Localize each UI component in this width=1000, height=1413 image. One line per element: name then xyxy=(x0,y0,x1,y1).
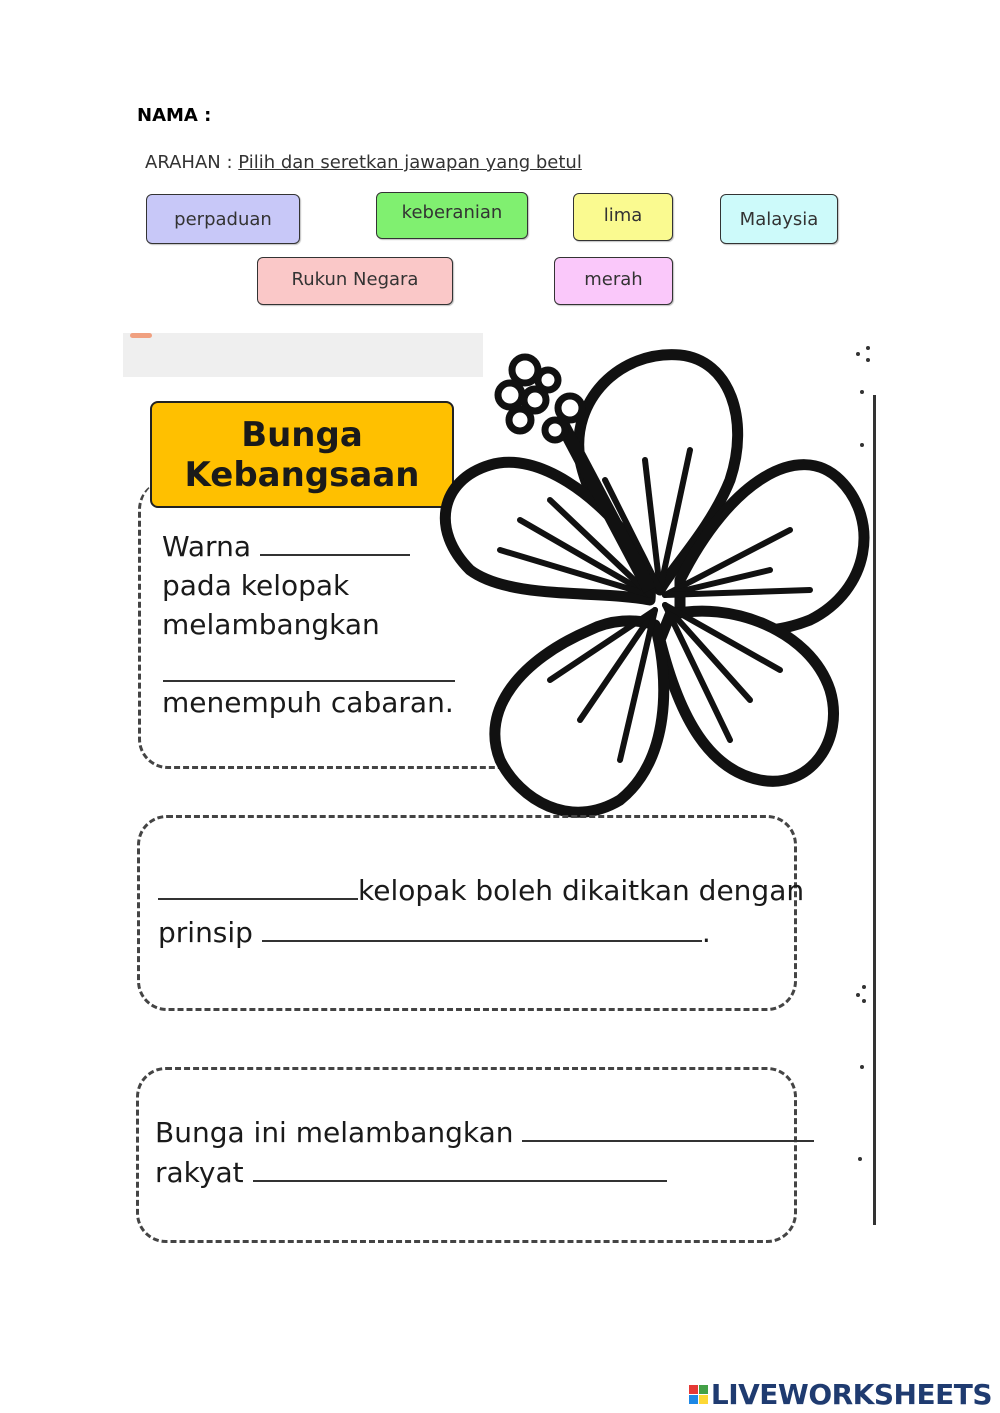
orange-mark xyxy=(130,333,152,338)
drop-zone-melambangkan[interactable] xyxy=(160,648,460,684)
title-line-1: Bunga xyxy=(241,414,363,455)
box1-line1: Warna xyxy=(162,530,410,563)
box3-line1: Bunga ini melambangkan xyxy=(155,1116,814,1149)
drop-zone-warna[interactable] xyxy=(244,528,404,564)
brand-text: LIVEWORKSHEETS xyxy=(710,1378,992,1411)
drop-zone-rakyat[interactable] xyxy=(240,1152,660,1192)
answer-chip-keberanian[interactable]: keberanian xyxy=(376,192,528,239)
instruction xyxy=(145,152,582,173)
drop-zone-kelopak[interactable] xyxy=(156,870,361,910)
box1-line2: pada kelopak xyxy=(162,569,350,602)
box1-line5: menempuh cabaran. xyxy=(162,686,454,719)
answer-chip-perpaduan[interactable]: perpaduan xyxy=(146,194,300,244)
answer-chip-merah[interactable]: merah xyxy=(554,257,673,305)
liveworksheets-logo[interactable] xyxy=(689,1378,992,1411)
answer-chip-lima[interactable]: lima xyxy=(573,193,673,241)
box1-line3: melambangkan xyxy=(162,608,380,641)
instruction-text: Pilih dan seretkan jawapan yang betul xyxy=(238,152,582,173)
image-top-strip xyxy=(123,333,483,377)
answer-chip-rukun-negara[interactable]: Rukun Negara xyxy=(257,257,453,305)
worksheet-title xyxy=(150,401,454,508)
box2-line1: kelopak boleh dikaitkan dengan xyxy=(158,874,804,907)
box3-line2: rakyat xyxy=(155,1156,667,1189)
drop-zone-prinsip[interactable] xyxy=(243,912,688,952)
hibiscus-flower-illustration xyxy=(430,340,880,830)
drop-zone-melambangkan-rakyat[interactable] xyxy=(467,1112,767,1152)
instruction-label: ARAHAN : xyxy=(145,152,239,173)
box2-line2: prinsip . xyxy=(158,916,711,949)
name-label: NAMA : xyxy=(137,105,212,126)
liveworksheets-icon xyxy=(689,1385,708,1404)
answer-chip-malaysia[interactable]: Malaysia xyxy=(720,194,838,244)
title-line-2: Kebangsaan xyxy=(184,454,420,495)
